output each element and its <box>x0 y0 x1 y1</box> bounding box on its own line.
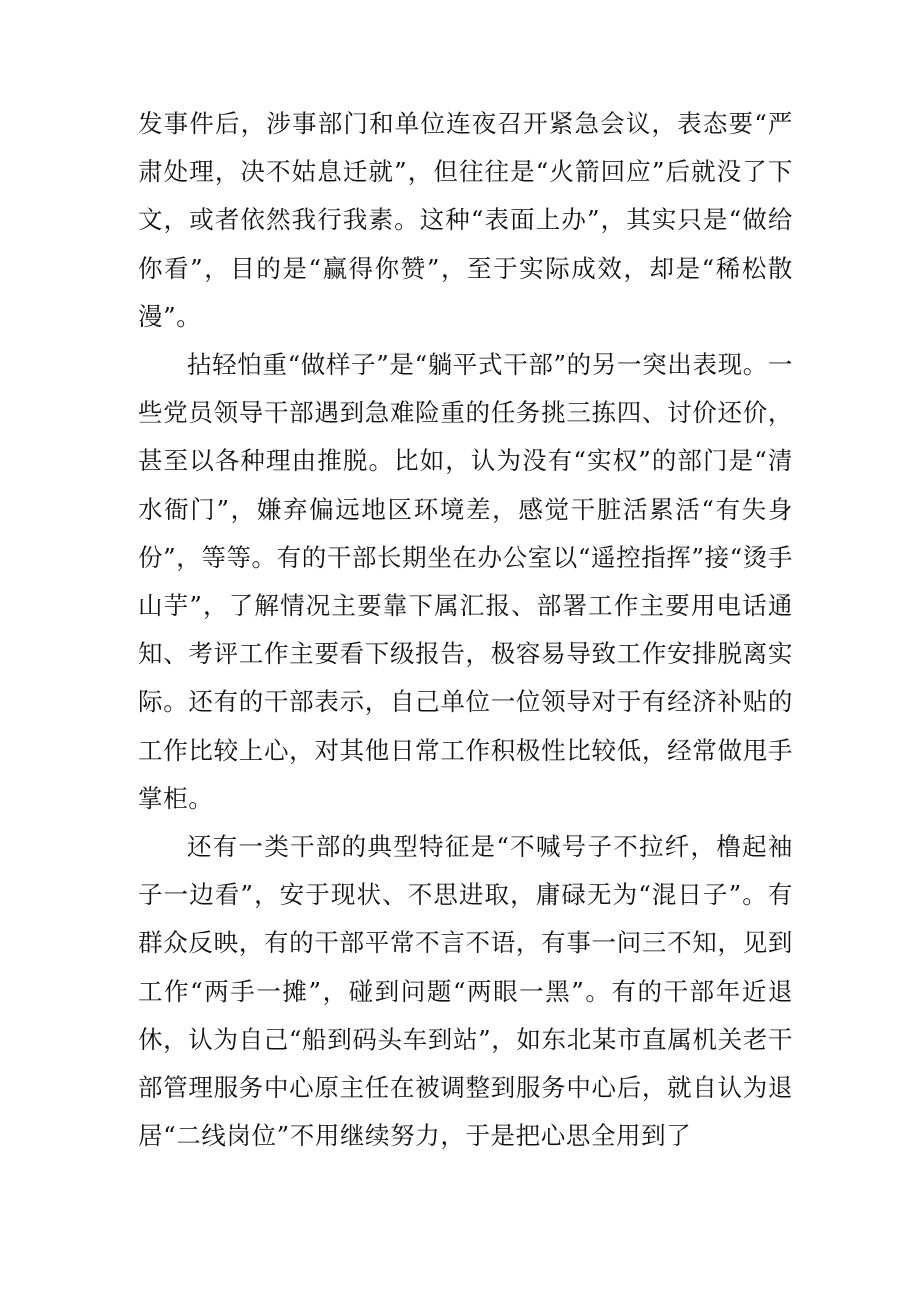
paragraph-3: 还有一类干部的典型特征是“不喊号子不拉纤，橹起袖子一边看”，安于现状、不思进取，庸碌无为“混日子”。有群众反映，有的干部平常不言不语，有事一问三不知，见到工作“两手一摊”，碰到问题“两眼一黑”。有的干部年近退休，认为自己“船到码头车到站”，如东北某市直属机关老干部管理服务中心原主任在被调整到服务中心后，就自认为退居“二线岗位”不用继续努力，于是把心思全用到了 <box>138 832 793 1151</box>
paragraph-2: 拈轻怕重“做样子”是“躺平式干部”的另一突出表现。一些党员领导干部遇到急难险重的任务挑三拣四、讨价还价，甚至以各种理由推脱。比如，认为没有“实权”的部门是“清水衙门”，嫌弃偏远地区环境差，感觉干脏活累活“有失身份”，等等。有的干部长期坐在办公室以“遥控指挥”接“烫手山芋”，了解情况主要靠下属汇报、部署工作主要用电话通知、考评工作主要看下级报告，极容易导致工作安排脱离实际。还有的干部表示，自己单位一位领导对于有经济补贴的工作比较上心，对其他日常工作积极性比较低，经常做甩手掌柜。 <box>138 350 793 813</box>
paragraph-1: 发事件后，涉事部门和单位连夜召开紧急会议，表态要“严肃处理，决不姑息迁就”，但往往是“火箭回应”后就没了下文，或者依然我行我素。这种“表面上办”，其实只是“做给你看”，目的是“赢得你赞”，至于实际成效，却是“稀松散漫”。 <box>138 109 793 331</box>
document-page <box>138 100 793 1160</box>
